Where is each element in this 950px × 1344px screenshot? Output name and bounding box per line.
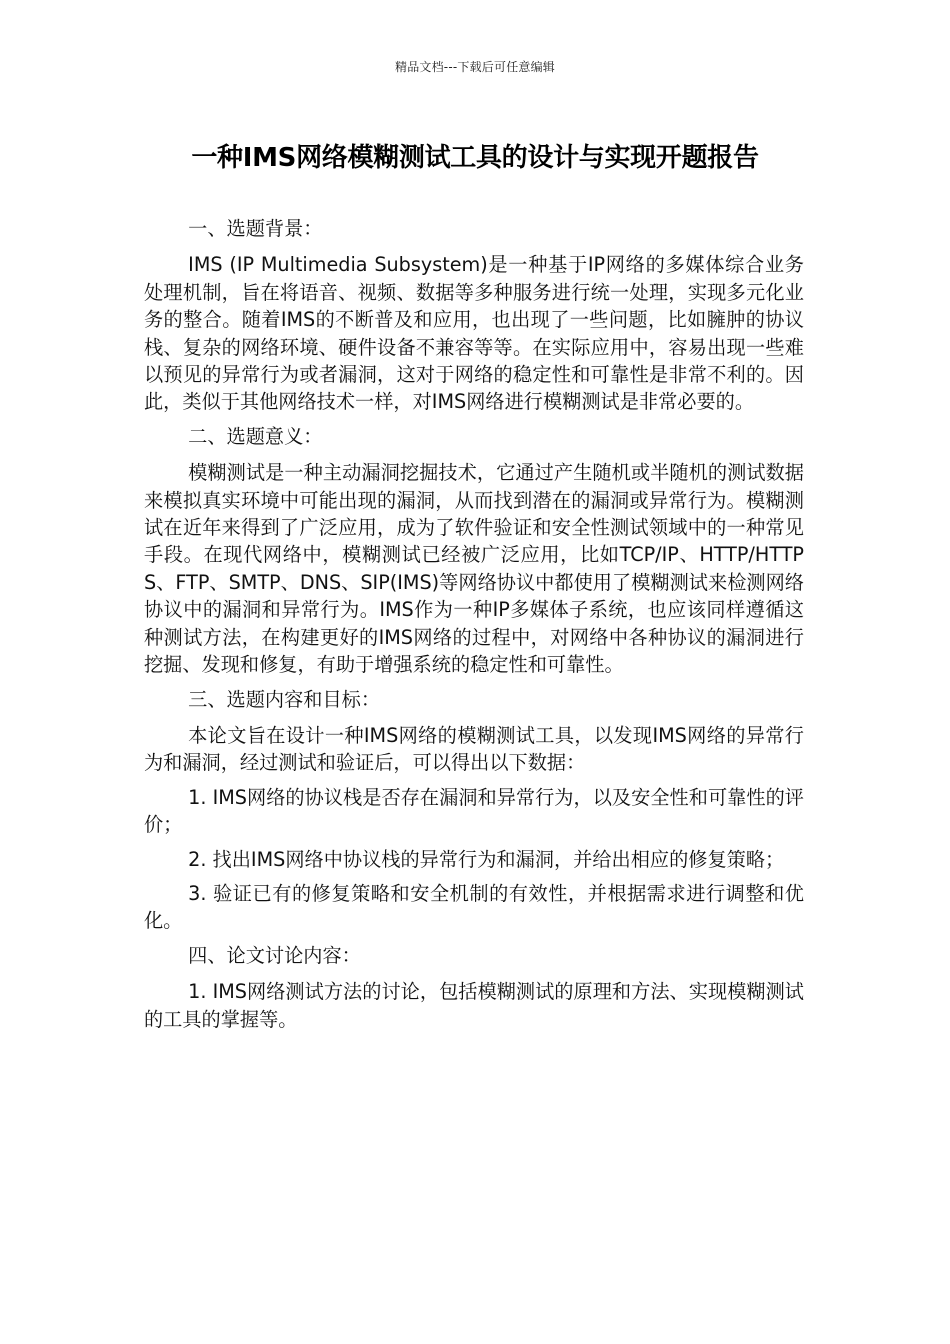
list-item-goal-1: 1. IMS网络的协议栈是否存在漏洞和异常行为，以及安全性和可靠性的评价； xyxy=(144,785,804,837)
list-item-goal-3: 3. 验证已有的修复策略和安全机制的有效性，并根据需求进行调整和优化。 xyxy=(144,881,804,933)
section-heading-content-goals: 三、选题内容和目标： xyxy=(188,687,381,711)
paragraph-background: IMS (IP Multimedia Subsystem)是一种基于IP网络的多媒体综合业务处理机制，旨在将语音、视频、数据等多种服务进行统一处理，实现多元化业务的整合。随着IMS的不断普及和应用，也出现了一些问题，比如臃肿的协议栈、复杂的网络环境、硬件设备不兼容等等。在实际应用中，容易出现一些难以预见的异常行为或者漏洞，这对于网络的稳定性和可靠性是非常不利的。因此，类似于其他网络技术一样，对IMS网络进行模糊测试是非常必要的。 xyxy=(144,253,804,414)
section-heading-discussion: 四、论文讨论内容： xyxy=(188,943,361,967)
paragraph-significance: 模糊测试是一种主动漏洞挖掘技术，它通过产生随机或半随机的测试数据来模拟真实环境中可能出现的漏洞，从而找到潜在的漏洞或异常行为。模糊测试在近年来得到了广泛应用，成为了软件验证和安全性测试领域中的一种常见手段。在现代网络中，模糊测试已经被广泛应用，比如TCP/IP、HTTP/HTTPS、FTP、SMTP、DNS、SIP(IMS)等网络协议中都使用了模糊测试来检测网络协议中的漏洞和异常行为。IMS作为一种IP多媒体子系统，也应该同样遵循这种测试方法，在构建更好的IMS网络的过程中，对网络中各种协议的漏洞进行挖掘、发现和修复，有助于增强系统的稳定性和可靠性。 xyxy=(144,461,804,677)
document-body xyxy=(144,215,804,1040)
list-item-discussion-1: 1. IMS网络测试方法的讨论，包括模糊测试的原理和方法、实现模糊测试的工具的掌握等。 xyxy=(144,980,804,1031)
page-header: 精品文档---下载后可任意编辑 xyxy=(395,60,555,74)
paragraph-content-goals: 本论文旨在设计一种IMS网络的模糊测试工具，以发现IMS网络的异常行为和漏洞，经过测试和验证后，可以得出以下数据： xyxy=(144,723,804,775)
section-heading-significance: 二、选题意义： xyxy=(188,424,323,448)
section-heading-background: 一、选题背景： xyxy=(188,217,323,240)
list-item-goal-2: 2. 找出IMS网络中协议栈的异常行为和漏洞，并给出相应的修复策略； xyxy=(188,847,785,871)
document-title: 一种IMS网络模糊测试工具的设计与实现开题报告 xyxy=(191,143,759,173)
